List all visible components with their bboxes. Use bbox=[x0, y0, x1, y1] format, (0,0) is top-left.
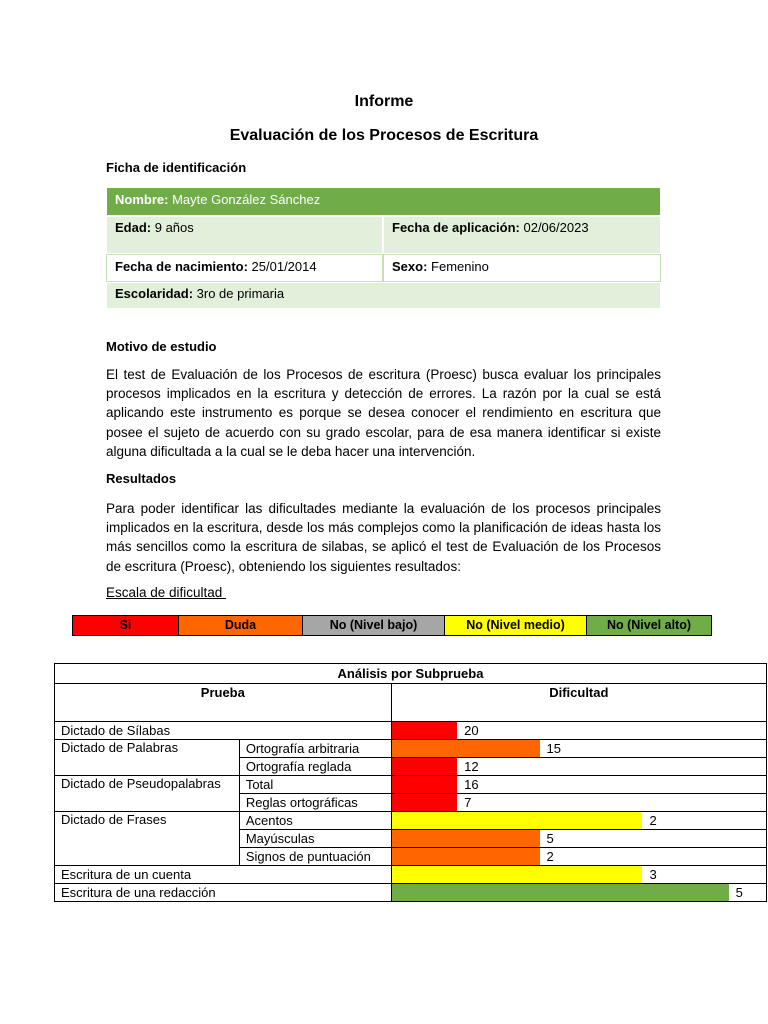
ficha-fecha-nacimiento bbox=[106, 254, 383, 282]
ficha-row-escolaridad bbox=[106, 282, 661, 309]
difficulty-value: 5 bbox=[546, 831, 554, 846]
report-title: Informe bbox=[354, 93, 414, 110]
ficha-row-nacimiento bbox=[106, 254, 661, 282]
escolaridad-label: Escolaridad: bbox=[115, 286, 194, 301]
analysis-row bbox=[55, 884, 767, 902]
col-prueba-header: Prueba bbox=[55, 684, 392, 722]
col-dificultad-header: Dificultad bbox=[391, 684, 766, 722]
escolaridad-value: 3ro de primaria bbox=[193, 286, 285, 301]
difficulty-value: 12 bbox=[464, 759, 479, 774]
difficulty-value: 16 bbox=[464, 777, 479, 792]
difficulty-bar bbox=[392, 830, 540, 847]
difficulty-value: 2 bbox=[546, 849, 554, 864]
difficulty-value: 7 bbox=[464, 795, 472, 810]
report-subtitle: Evaluación de los Procesos de Escritura bbox=[229, 127, 539, 144]
dificultad-cell bbox=[391, 830, 766, 848]
analysis-table bbox=[54, 663, 767, 902]
difficulty-bar bbox=[392, 794, 458, 811]
fecha-nacimiento-value: 25/01/2014 bbox=[247, 259, 317, 274]
difficulty-bar bbox=[392, 848, 540, 865]
scale-nivel-medio: No (Nivel medio) bbox=[445, 616, 587, 635]
analysis-row bbox=[55, 776, 767, 794]
ficha-row-nombre bbox=[106, 187, 661, 216]
difficulty-bar bbox=[392, 740, 540, 757]
edad-value: 9 años bbox=[151, 220, 194, 235]
analysis-title: Análisis por Subprueba bbox=[55, 664, 767, 684]
dificultad-cell bbox=[391, 794, 766, 812]
difficulty-bar bbox=[392, 812, 643, 829]
subprueba-cell: Signos de puntuación bbox=[239, 848, 391, 866]
difficulty-value: 3 bbox=[649, 867, 657, 882]
prueba-cell: Dictado de Palabras bbox=[55, 740, 240, 776]
dificultad-cell bbox=[391, 758, 766, 776]
difficulty-value: 20 bbox=[464, 723, 479, 738]
scale-nivel-alto: No (Nivel alto) bbox=[587, 616, 711, 635]
dificultad-cell bbox=[391, 848, 766, 866]
nombre-label: Nombre: bbox=[115, 192, 169, 207]
dificultad-cell bbox=[391, 740, 766, 758]
resultados-text: Para poder identificar las dificultades mediante la evaluación de los procesos principales implicados en la escritura, desde los más complejos como la planificación de ideas hasta los más sencillos como la escritura de silabas, se aplicó el test de Evaluación de los Procesos de escritura (Proesc), obteniendo los siguientes resultados: bbox=[106, 501, 661, 574]
analysis-row bbox=[55, 812, 767, 830]
ficha-sexo bbox=[383, 254, 661, 282]
ficha-escolaridad bbox=[106, 282, 661, 309]
subprueba-cell: Ortografía arbitraria bbox=[239, 740, 391, 758]
analysis-row bbox=[55, 866, 767, 884]
nombre-value: Mayte González Sánchez bbox=[168, 192, 321, 207]
difficulty-bar bbox=[392, 758, 458, 775]
ficha-row-edad bbox=[106, 216, 661, 254]
escala-label: Escala de dificultad bbox=[106, 585, 227, 600]
difficulty-value: 5 bbox=[735, 885, 743, 900]
difficulty-value: 2 bbox=[649, 813, 657, 828]
prueba-cell: Dictado de Sílabas bbox=[55, 722, 392, 740]
prueba-cell: Escritura de un cuenta bbox=[55, 866, 392, 884]
subprueba-cell: Reglas ortográficas bbox=[239, 794, 391, 812]
difficulty-scale bbox=[72, 615, 712, 636]
subprueba-cell: Ortografía reglada bbox=[239, 758, 391, 776]
difficulty-value: 15 bbox=[546, 741, 561, 756]
subprueba-cell: Mayúsculas bbox=[239, 830, 391, 848]
dificultad-cell bbox=[391, 866, 766, 884]
ficha-heading: Ficha de identificación bbox=[106, 160, 247, 175]
scale-duda: Duda bbox=[179, 616, 303, 635]
edad-label: Edad: bbox=[115, 220, 152, 235]
analysis-row bbox=[55, 722, 767, 740]
dificultad-cell bbox=[391, 884, 766, 902]
fecha-nacimiento-label: Fecha de nacimiento: bbox=[115, 259, 248, 274]
motivo-heading: Motivo de estudio bbox=[106, 339, 217, 354]
analysis-header-row bbox=[55, 684, 767, 722]
sexo-label: Sexo: bbox=[392, 259, 428, 274]
fecha-aplicacion-value: 02/06/2023 bbox=[519, 220, 589, 235]
analysis-row bbox=[55, 740, 767, 758]
scale-si: Si bbox=[73, 616, 179, 635]
dificultad-cell bbox=[391, 722, 766, 740]
dificultad-cell bbox=[391, 812, 766, 830]
prueba-cell: Escritura de una redacción bbox=[55, 884, 392, 902]
difficulty-bar bbox=[392, 866, 643, 883]
subprueba-cell: Acentos bbox=[239, 812, 391, 830]
motivo-text: El test de Evaluación de los Procesos de escritura (Proesc) busca evaluar los principales procesos implicados en la escritura y detección de errores. La razón por la cual se está aplicando este instrumento es porque se desea conocer el rendimiento en escritura que posee el sujeto de acuerdo con su grado escolar, para de esa manera identificar si existe alguna dificultada a la cual se le deba hacer una intervención. bbox=[106, 367, 661, 459]
difficulty-bar bbox=[392, 776, 458, 793]
subprueba-cell: Total bbox=[239, 776, 391, 794]
dificultad-cell bbox=[391, 776, 766, 794]
difficulty-bar bbox=[392, 722, 458, 739]
ficha-edad bbox=[106, 216, 383, 254]
sexo-value: Femenino bbox=[427, 259, 489, 274]
prueba-cell: Dictado de Pseudopalabras bbox=[55, 776, 240, 812]
analysis-title-row bbox=[55, 664, 767, 684]
resultados-heading: Resultados bbox=[106, 471, 177, 486]
scale-nivel-bajo: No (Nivel bajo) bbox=[303, 616, 445, 635]
ficha-table bbox=[106, 187, 661, 309]
difficulty-bar bbox=[392, 884, 729, 901]
fecha-aplicacion-label: Fecha de aplicación: bbox=[392, 220, 520, 235]
ficha-fecha-aplicacion bbox=[383, 216, 661, 254]
ficha-nombre bbox=[106, 187, 661, 216]
prueba-cell: Dictado de Frases bbox=[55, 812, 240, 866]
